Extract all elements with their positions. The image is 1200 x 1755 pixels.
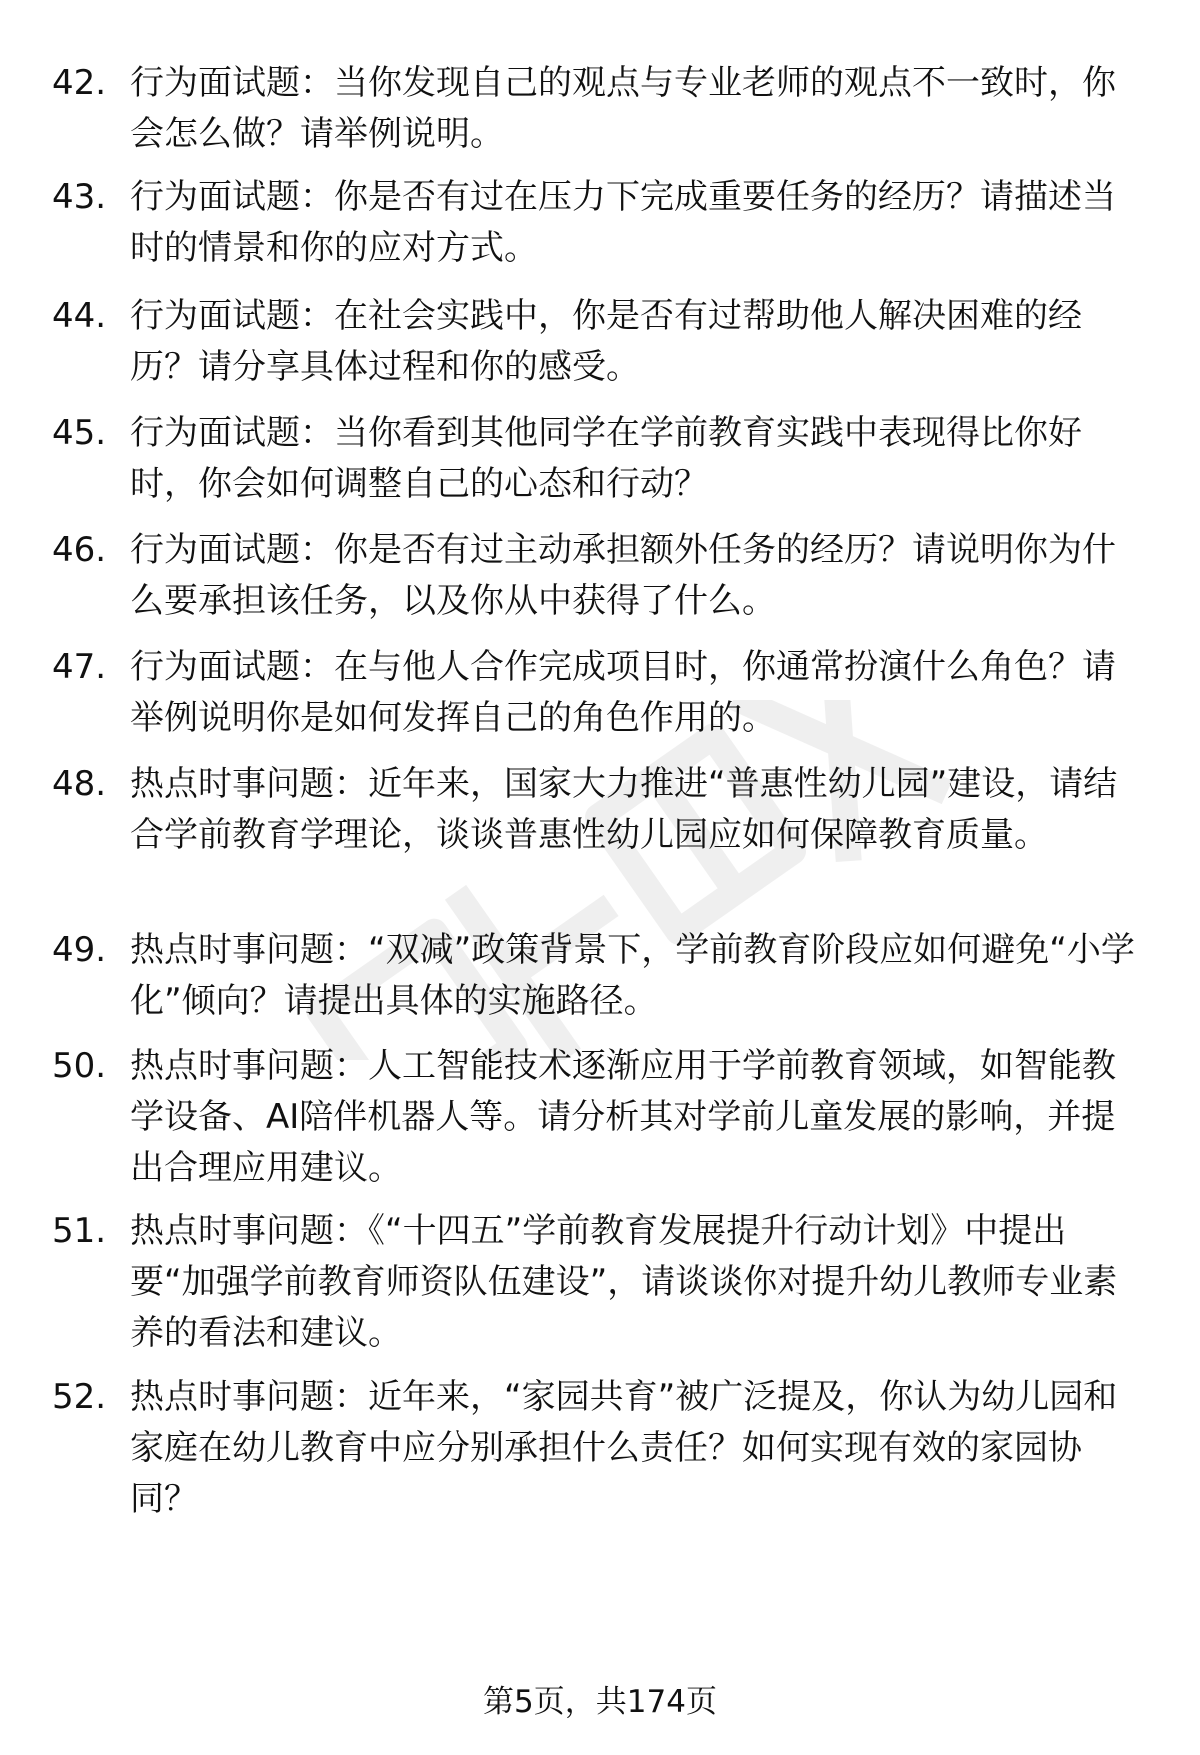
question-text: 热点时事问题：近年来，“家园共育”被广泛提及，你认为幼儿园和家庭在幼儿教育中应分别承担什么责任？如何实现有效的家园协同？ [130,1377,1118,1519]
question-text: 行为面试题：你是否有过主动承担额外任务的经历？请说明你为什么要承担该任务，以及你从中获得了什么。 [130,530,1116,621]
question-text: 行为面试题：在社会实践中，你是否有过帮助他人解决困难的经历？请分享具体过程和你的感受。 [130,296,1082,387]
page-footer [0,1680,1200,1724]
question-number: 43. [52,177,107,217]
question-text: 行为面试题：当你看到其他同学在学前教育实践中表现得比你好时，你会如何调整自己的心态和行动？ [130,413,1082,504]
question-number: 52. [52,1377,107,1417]
question-text: 热点时事问题：人工智能技术逐渐应用于学前教育领域，如智能教学设备、AI陪伴机器人等。请分析其对学前儿童发展的影响，并提出合理应用建议。 [130,1046,1116,1188]
page-indicator: 第5页，共174页 [483,1684,717,1720]
question-number: 48. [52,764,107,804]
question-number: 44. [52,296,107,336]
question-number: 46. [52,530,107,570]
question-number: 45. [52,413,107,453]
question-number: 50. [52,1046,107,1086]
question-text: 行为面试题：在与他人合作完成项目时，你通常扮演什么角色？请举例说明你是如何发挥自己的角色作用的。 [130,647,1116,738]
question-text: 热点时事问题：“双减”政策背景下，学前教育阶段应如何避免“小学化”倾向？请提出具体的实施路径。 [130,930,1135,1021]
question-number: 42. [52,63,107,103]
question-number: 47. [52,647,107,687]
question-text: 热点时事问题：近年来，国家大力推进“普惠性幼儿园”建设，请结合学前教育学理论，谈谈普惠性幼儿园应如何保障教育质量。 [130,764,1118,855]
question-number: 51. [52,1211,107,1251]
question-text: 热点时事问题：《“十四五”学前教育发展提升行动计划》中提出要“加强学前教育师资队伍建设”，请谈谈你对提升幼儿教师专业素养的看法和建议。 [130,1211,1118,1353]
question-text: 行为面试题：你是否有过在压力下完成重要任务的经历？请描述当时的情景和你的应对方式。 [130,177,1116,268]
question-text: 行为面试题：当你发现自己的观点与专业老师的观点不一致时，你会怎么做？请举例说明。 [130,63,1116,154]
question-number: 49. [52,930,107,970]
